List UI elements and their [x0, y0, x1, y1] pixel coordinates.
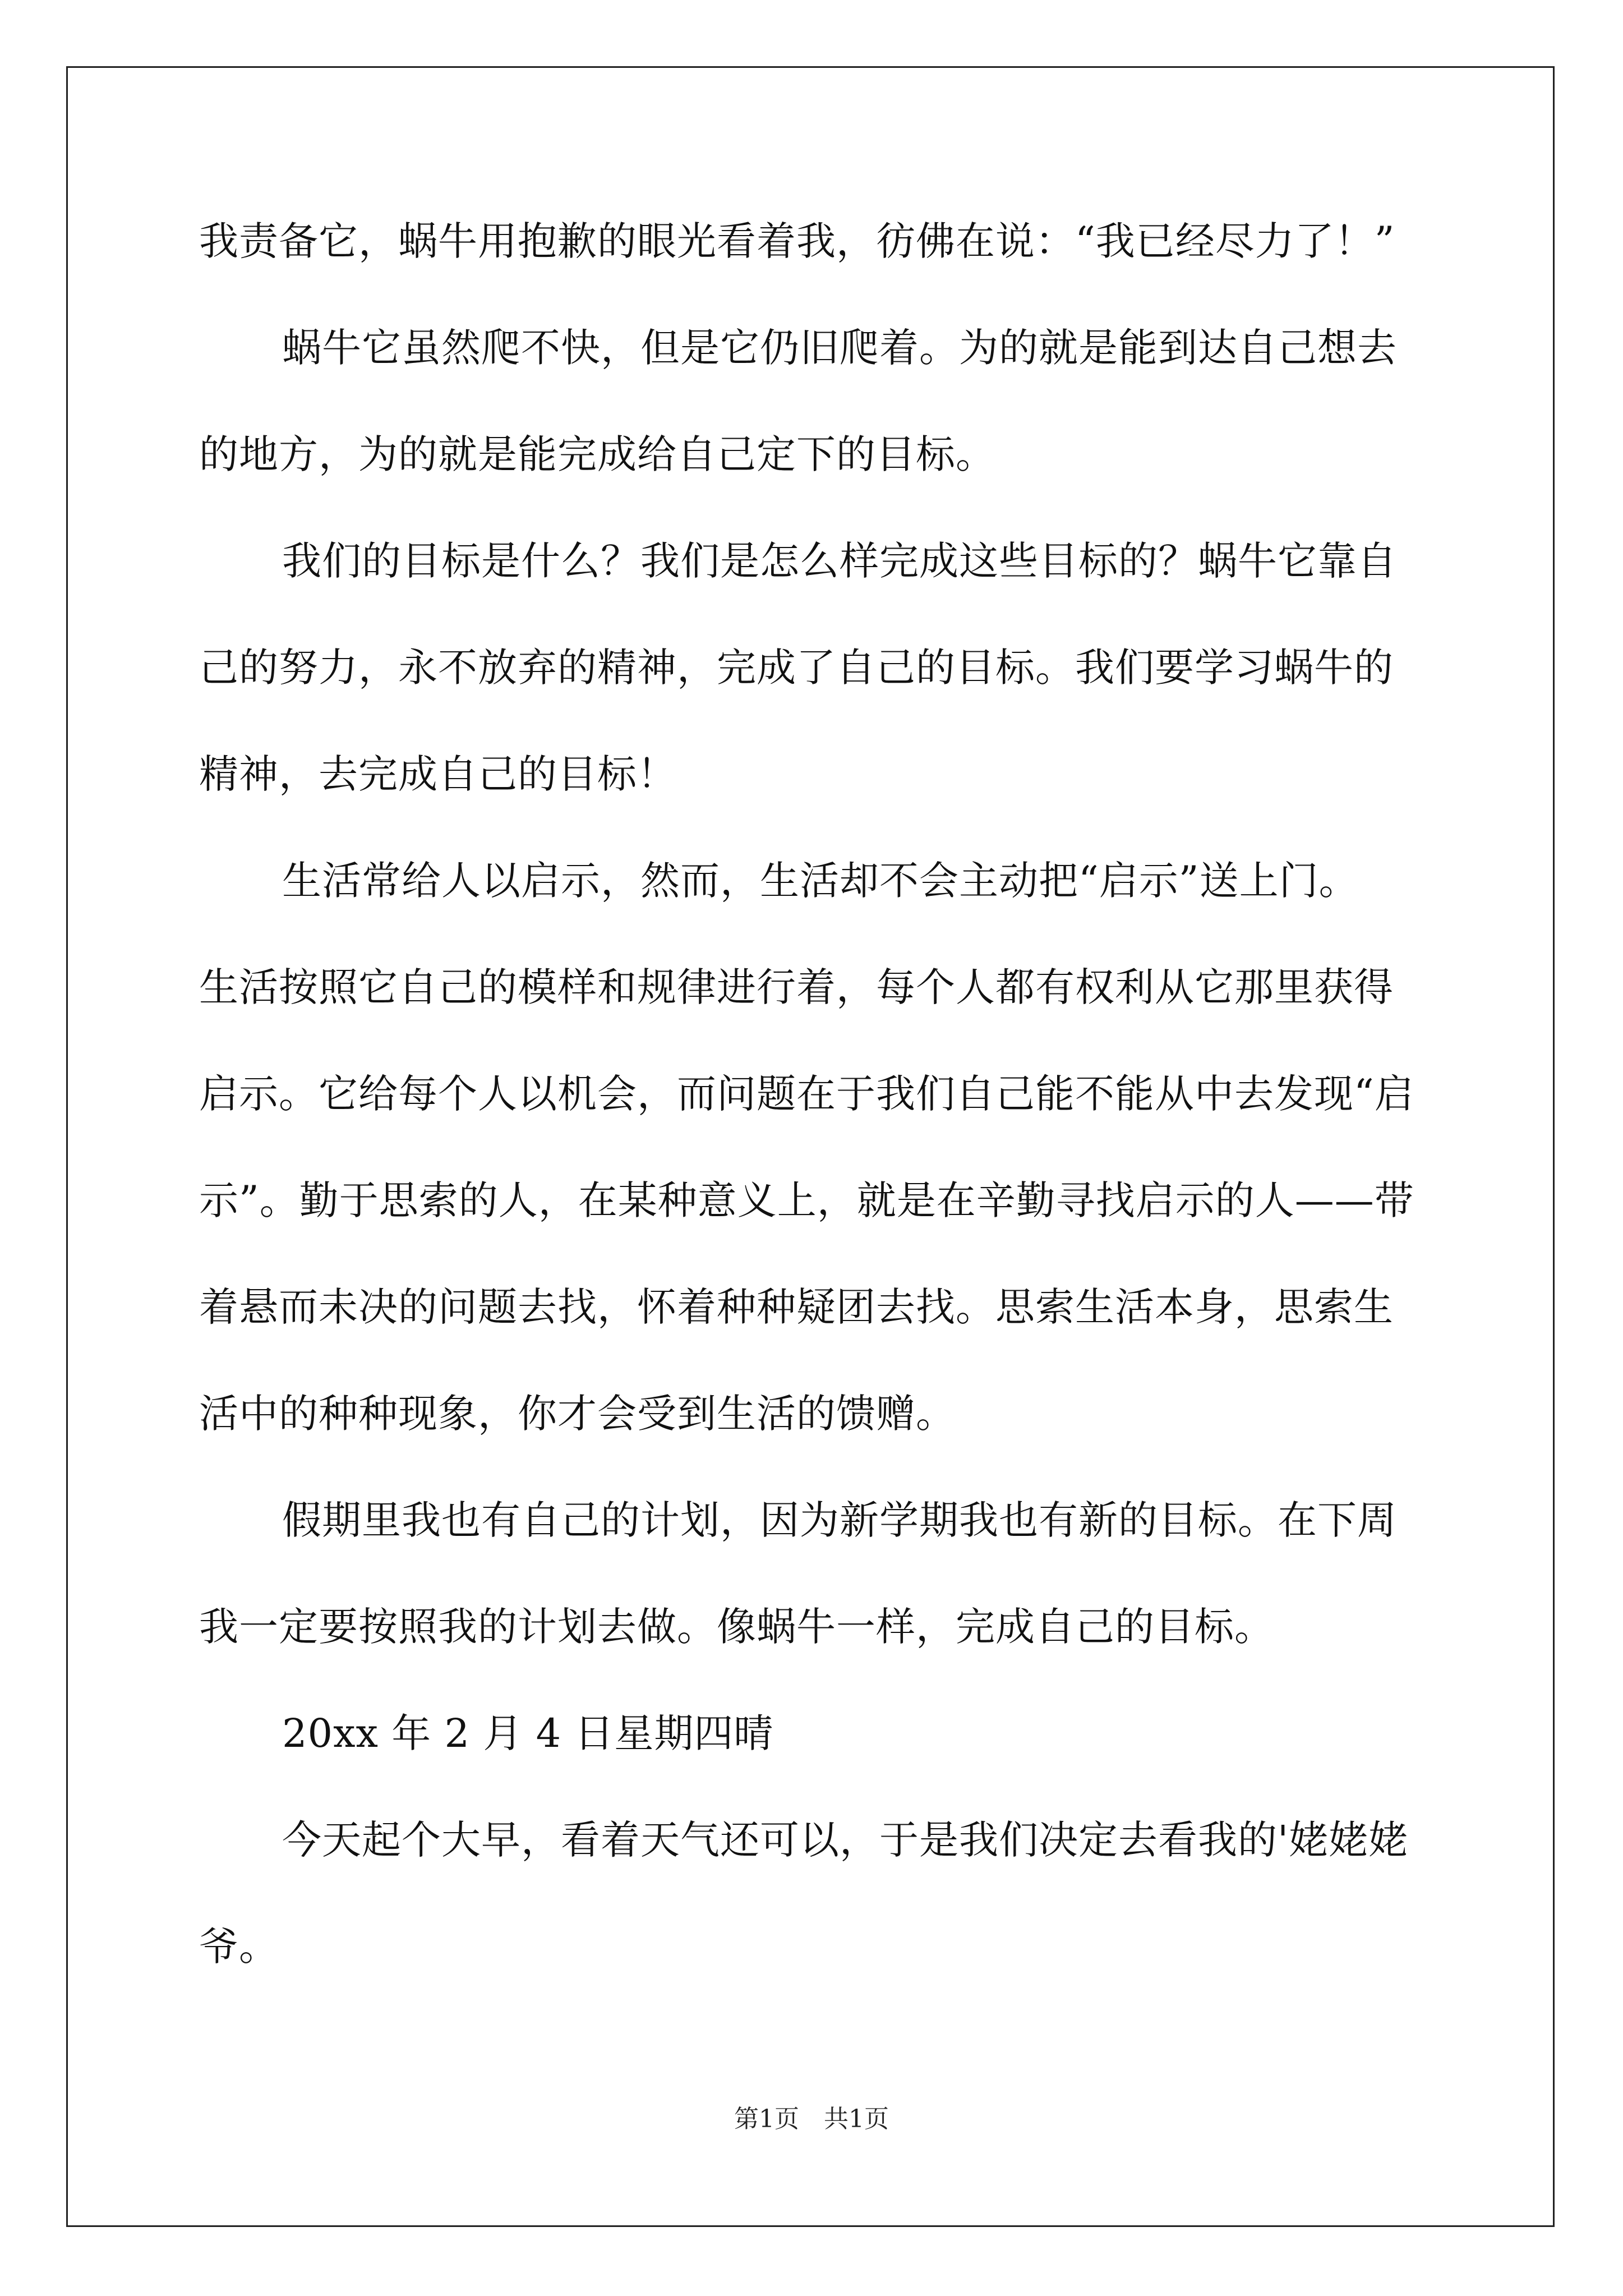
- text-line: 着悬而未决的问题去找，怀着种种疑团去找。思索生活本身，思索生: [199, 1284, 1394, 1330]
- date-line: 20xx 年 2 月 4 日星期四晴: [282, 1710, 774, 1756]
- page-border: [66, 66, 1555, 2227]
- text-line: 我一定要按照我的计划去做。像蜗牛一样，完成自己的目标。: [199, 1604, 1274, 1650]
- text-line: 己的努力，永不放弃的精神，完成了自己的目标。我们要学习蜗牛的: [199, 645, 1394, 691]
- text-line: 活中的种种现象，你才会受到生活的馈赠。: [199, 1391, 956, 1437]
- text-line: 爷。: [199, 1924, 279, 1970]
- paragraph-start-line: 假期里我也有自己的计划，因为新学期我也有新的目标。在下周: [282, 1497, 1397, 1543]
- paragraph-start-line: 生活常给人以启示，然而，生活却不会主动把“启示”送上门。: [282, 858, 1359, 904]
- paragraph-start-line: 蜗牛它虽然爬不快，但是它仍旧爬着。为的就是能到达自己想去: [282, 325, 1397, 371]
- paragraph-start-line: 今天起个大早，看着天气还可以，于是我们决定去看我的'姥姥姥: [282, 1817, 1409, 1863]
- text-line: 的地方，为的就是能完成给自己定下的目标。: [199, 431, 995, 477]
- text-line: 示”。勤于思索的人，在某种意义上，就是在辛勤寻找启示的人——带: [199, 1177, 1414, 1223]
- text-line: 我责备它，蜗牛用抱歉的眼光看着我，彷佛在说：“我已经尽力了！”: [199, 218, 1395, 264]
- page-number: 第1页 共1页: [734, 2105, 889, 2133]
- text-line: 生活按照它自己的模样和规律进行着，每个人都有权利从它那里获得: [199, 964, 1394, 1010]
- text-line: 启示。它给每个人以机会，而问题在于我们自己能不能从中去发现“启: [199, 1071, 1414, 1117]
- paragraph-start-line: 我们的目标是什么？我们是怎么样完成这些目标的？蜗牛它靠自: [282, 538, 1397, 584]
- text-line: 精神，去完成自己的目标！: [199, 751, 677, 797]
